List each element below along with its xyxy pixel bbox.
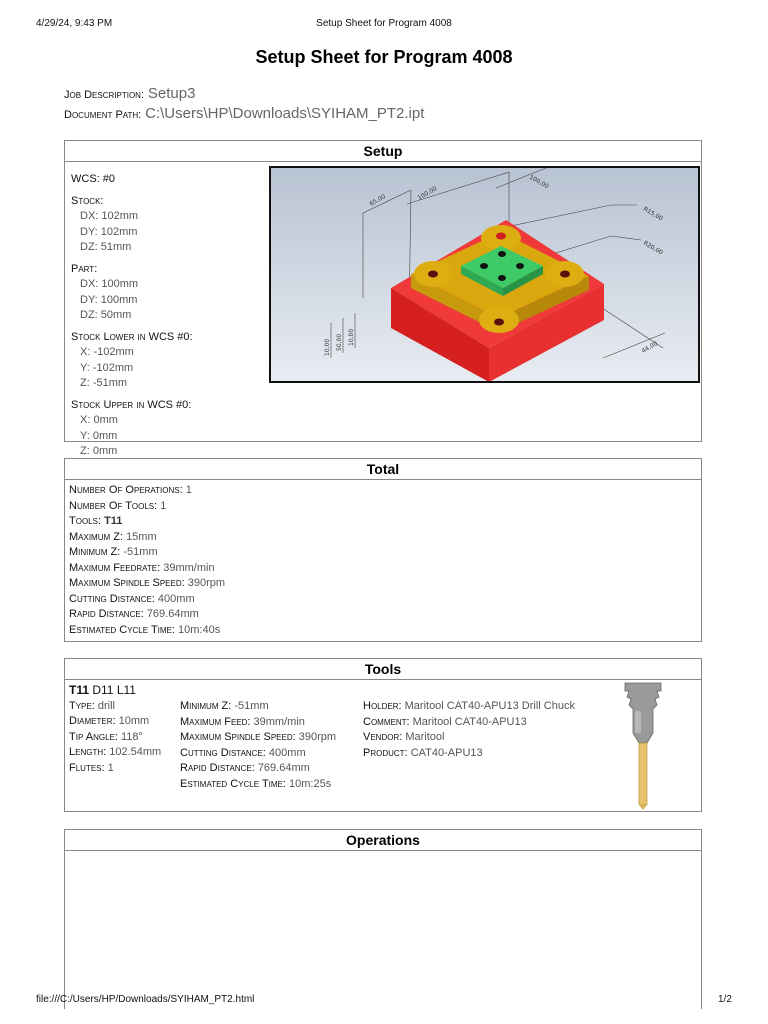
tool-usage-label: Maximum Feed: — [180, 715, 251, 728]
tool-usage-label: Maximum Spindle Speed: — [180, 731, 296, 743]
total-label: Number Of Tools: — [69, 499, 158, 512]
stock-dy: DY: 102mm — [80, 225, 138, 238]
stock-lower-label: Stock Lower in WCS #0: — [71, 330, 193, 343]
dim-50-b: 50,00 — [336, 333, 343, 351]
total-row — [69, 576, 697, 592]
tool-usage-value: 390rpm — [298, 731, 337, 743]
total-value: 15mm — [126, 530, 157, 543]
stock-lower-x: X: -102mm — [80, 346, 134, 358]
setup-section — [64, 140, 702, 457]
dim-r20: R20,00 — [642, 239, 664, 257]
tool-title — [69, 683, 161, 699]
tool-prop — [69, 699, 161, 715]
tool-usage — [180, 715, 336, 731]
total-value: T11 — [104, 515, 123, 527]
tool-prop — [69, 745, 161, 761]
total-value: -51mm — [123, 546, 158, 558]
tool-usage-value: 39mm/min — [253, 715, 305, 728]
tool-prop-label: Length: — [69, 746, 107, 758]
print-datetime: 4/29/24, 9:43 PM — [36, 18, 113, 29]
tool-prop-label: Tip Angle: — [69, 730, 118, 743]
operations-header: Operations — [65, 830, 701, 851]
total-label: Minimum Z: — [69, 546, 121, 558]
print-title: Setup Sheet for Program 4008 — [316, 18, 452, 29]
total-header: Total — [65, 459, 701, 480]
total-row — [69, 499, 697, 515]
job-description-value: Setup3 — [147, 85, 196, 102]
tool-usage-value: 400mm — [268, 746, 306, 759]
tool-holder-value: Maritool CAT40-APU13 Drill Chuck — [404, 700, 575, 712]
tool-holder-prop — [363, 746, 575, 762]
tool-prop-label: Diameter: — [69, 715, 116, 727]
print-footer-path: file:///C:/Users/HP/Downloads/SYIHAM_PT2.html — [36, 994, 255, 1005]
total-value: 10m:40s — [178, 623, 221, 636]
tool-prop — [69, 761, 161, 777]
total-section — [64, 458, 702, 642]
tool-prop — [69, 714, 161, 730]
stock-upper-y: Y: 0mm — [80, 429, 118, 442]
tool-id: T11 — [69, 683, 90, 697]
tools-section — [64, 658, 702, 812]
part-dx: DX: 100mm — [80, 278, 139, 290]
tool-holder-prop — [363, 730, 575, 746]
stock-label: Stock: — [71, 194, 104, 207]
tool-usage-value: 769.64mm — [257, 762, 310, 774]
wcs-label: WCS: — [71, 173, 100, 185]
page-title: Setup Sheet for Program 4008 — [255, 47, 513, 67]
operations-section — [64, 829, 702, 1009]
tool-usage-label: Estimated Cycle Time: — [180, 777, 286, 790]
total-row — [69, 561, 697, 577]
stock-upper-z: Z: 0mm — [80, 445, 118, 457]
tool-usage-label: Rapid Distance: — [180, 762, 255, 774]
tool-holder-label: Product: — [363, 746, 408, 759]
dim-65: 65,00 — [368, 193, 387, 208]
total-row — [69, 623, 697, 639]
total-label: Maximum Feedrate: — [69, 561, 161, 574]
part-label: Part: — [71, 262, 98, 275]
total-list — [65, 480, 701, 641]
wcs-value: #0 — [102, 173, 116, 185]
tool-usage-value: 10m:25s — [289, 777, 332, 790]
dim-100-a: 100,00 — [416, 185, 439, 202]
setup-details — [71, 172, 193, 460]
total-row — [69, 514, 697, 530]
total-value: 769.64mm — [146, 608, 199, 620]
total-label: Maximum Spindle Speed: — [69, 577, 185, 589]
tool-col-usage — [180, 699, 336, 792]
dim-44: 44,00 — [640, 340, 659, 355]
drill-tool-icon — [621, 681, 665, 811]
tool-holder-value: Maritool — [405, 731, 445, 743]
stock-dz: DZ: 51mm — [80, 241, 132, 253]
total-label: Rapid Distance: — [69, 608, 144, 620]
total-value: 1 — [185, 484, 192, 496]
total-row — [69, 530, 697, 546]
dim-r15: R15,00 — [642, 205, 664, 223]
stock-dx: DX: 102mm — [80, 210, 139, 222]
setup-header: Setup — [65, 141, 701, 162]
stock-lower-y: Y: -102mm — [80, 361, 134, 374]
tool-prop — [69, 730, 161, 746]
tool-usage-label: Minimum Z: — [180, 700, 232, 712]
tool-usage — [180, 746, 336, 762]
tool-prop-value: 102.54mm — [109, 746, 162, 758]
tool-holder-prop — [363, 699, 575, 715]
stock-lower-z: Z: -51mm — [80, 377, 128, 389]
total-row — [69, 592, 697, 608]
tool-col-holder — [363, 699, 575, 761]
job-description — [64, 85, 195, 102]
part-dy: DY: 100mm — [80, 293, 138, 306]
total-value: 39mm/min — [163, 561, 215, 574]
total-row — [69, 483, 697, 499]
tool-usage-label: Cutting Distance: — [180, 746, 266, 759]
total-label: Tools: — [69, 515, 102, 527]
tool-prop-value: 1 — [107, 761, 114, 774]
tool-col-general — [69, 683, 161, 776]
tool-prop-value: 10mm — [118, 715, 150, 727]
tool-usage — [180, 761, 336, 777]
stock-upper-label: Stock Upper in WCS #0: — [71, 398, 192, 411]
tool-holder-label: Comment: — [363, 715, 410, 728]
document-path-label: Document Path: — [64, 109, 142, 121]
part-dz: DZ: 50mm — [80, 309, 132, 321]
total-label: Number Of Operations: — [69, 484, 183, 496]
tool-holder-value: CAT40-APU13 — [410, 746, 483, 759]
tool-usage — [180, 699, 336, 715]
part-render-image — [269, 166, 700, 383]
tool-holder-label: Holder: — [363, 700, 402, 712]
stock-upper-x: X: 0mm — [80, 414, 118, 426]
tool-holder-prop — [363, 715, 575, 731]
tool-usage — [180, 777, 336, 793]
total-label: Estimated Cycle Time: — [69, 623, 175, 636]
document-path — [64, 105, 424, 122]
dim-10-a: 10,00 — [324, 338, 331, 356]
part-render-svg — [271, 168, 698, 381]
total-value: 1 — [160, 499, 167, 512]
tool-holder-value: Maritool CAT40-APU13 — [412, 715, 527, 728]
total-row — [69, 545, 697, 561]
total-value: 400mm — [157, 592, 195, 605]
tool-usage-value: -51mm — [234, 700, 269, 712]
tool-holder-label: Vendor: — [363, 731, 403, 743]
total-row — [69, 607, 697, 623]
job-description-label: Job Description: — [64, 89, 145, 101]
dim-100-b: 100,00 — [528, 173, 550, 191]
total-label: Cutting Distance: — [69, 592, 155, 605]
document-path-value: C:\Users\HP\Downloads\SYIHAM_PT2.ipt — [145, 105, 425, 122]
total-label: Maximum Z: — [69, 530, 123, 543]
tool-prop-value: 118° — [120, 730, 143, 743]
tool-prop-value: drill — [97, 699, 115, 712]
tool-prop-label: Flutes: — [69, 761, 105, 774]
wcs-row — [71, 172, 193, 188]
tool-desc: D11 L11 — [92, 683, 136, 697]
tool-usage — [180, 730, 336, 746]
tool-prop-label: Type: — [69, 699, 95, 712]
tools-header: Tools — [65, 659, 701, 680]
dim-10-b: 10,00 — [348, 328, 355, 346]
total-value: 390rpm — [187, 577, 226, 589]
print-footer-page: 1/2 — [718, 994, 732, 1005]
